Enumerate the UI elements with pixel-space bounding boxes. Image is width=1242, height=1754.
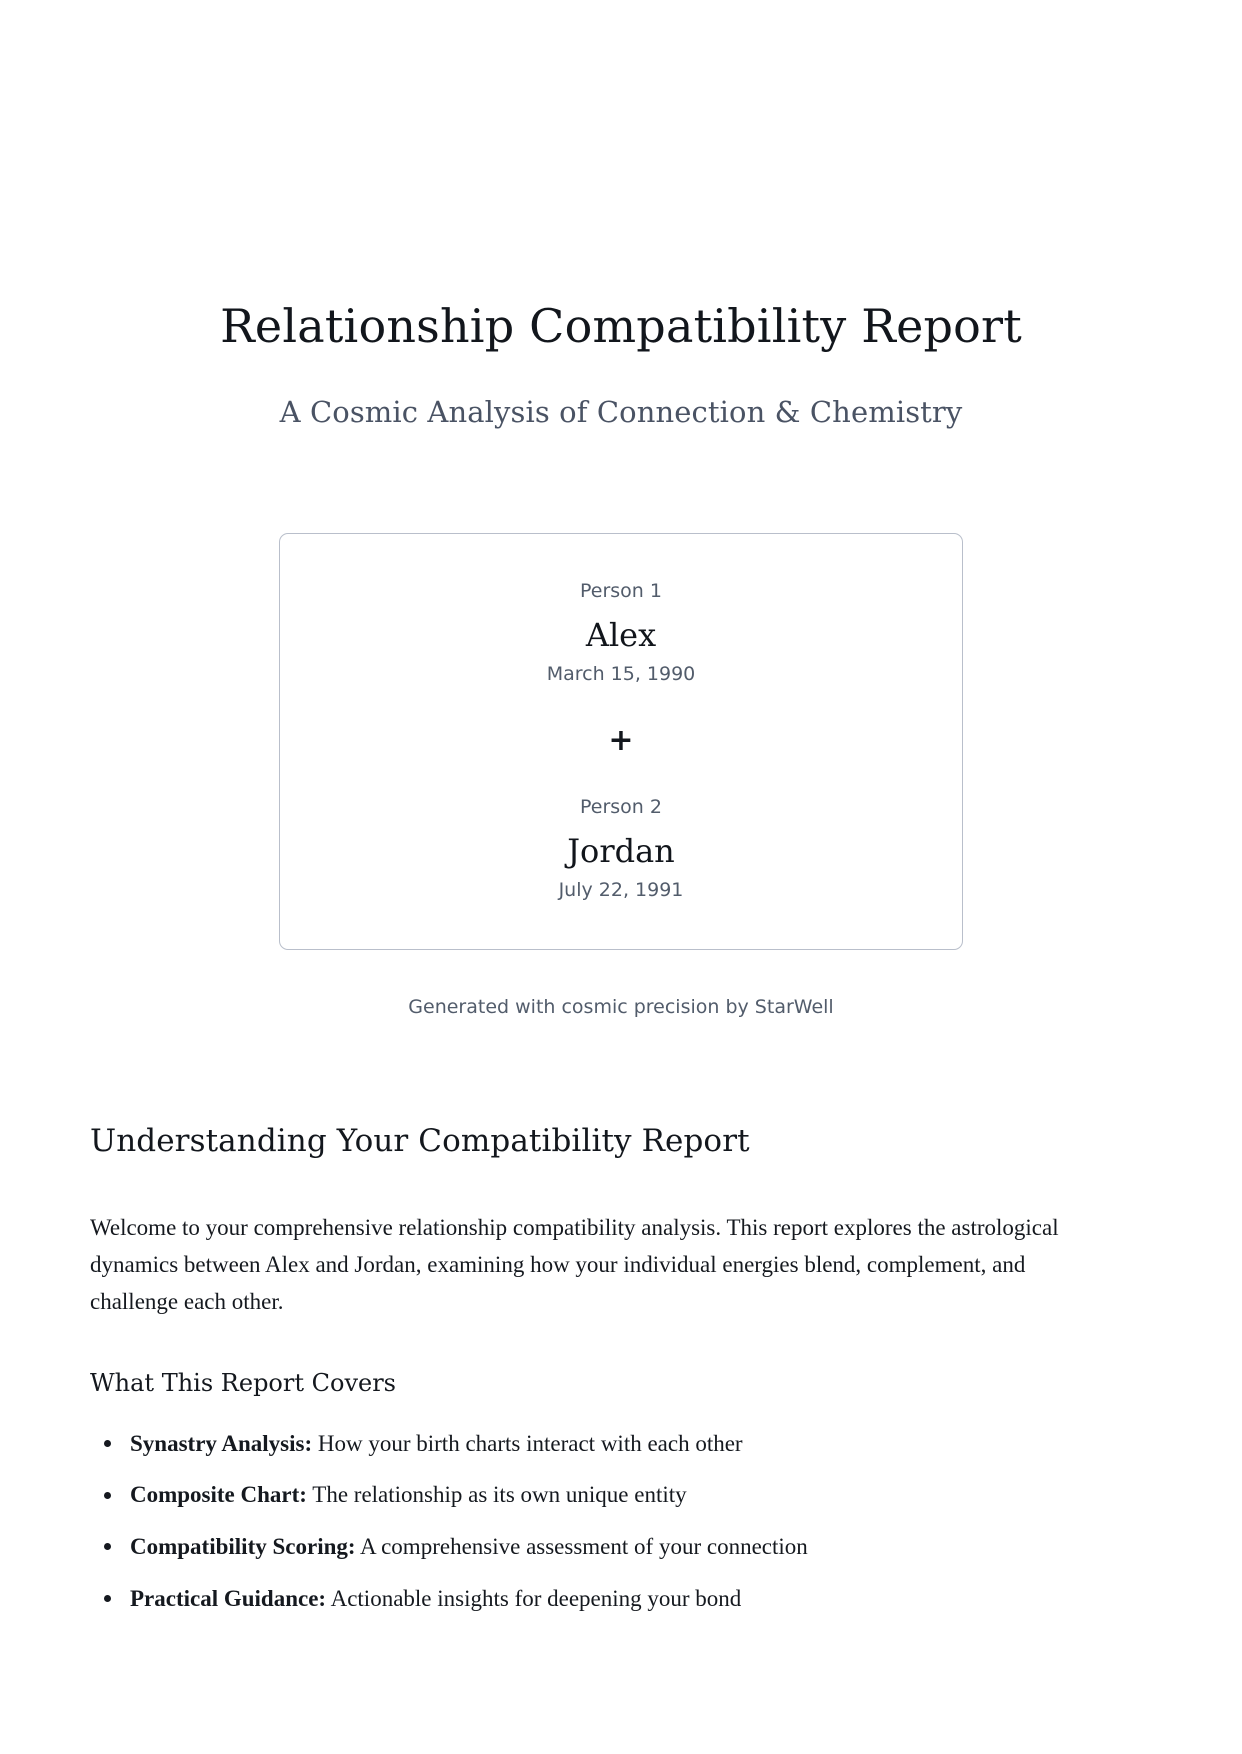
person-name: Jordan xyxy=(567,832,675,871)
list-item-term: Compatibility Scoring: xyxy=(130,1534,356,1560)
list-item-description: How your birth charts interact with each other xyxy=(312,1430,743,1456)
person-block-2 xyxy=(304,794,938,905)
coverage-list xyxy=(90,1426,1152,1618)
list-item xyxy=(90,1529,1152,1566)
bullet-icon xyxy=(104,1492,111,1499)
list-item xyxy=(90,1426,1152,1463)
person-role-label: Person 1 xyxy=(580,579,662,602)
page-subtitle: A Cosmic Analysis of Connection & Chemistry xyxy=(279,394,963,429)
list-item xyxy=(90,1477,1152,1514)
person-birth-date: March 15, 1990 xyxy=(546,663,696,686)
list-item-description: A comprehensive assessment of your connection xyxy=(355,1534,808,1560)
report-content xyxy=(90,1122,1152,1618)
person-block-1 xyxy=(304,578,938,689)
couple-card xyxy=(279,533,963,950)
generated-by-note: Generated with cosmic precision by StarWell xyxy=(408,995,834,1018)
list-item-description: Actionable insights for deepening your bond xyxy=(326,1585,742,1611)
intro-paragraph: Welcome to your comprehensive relationship compatibility analysis. This report explores the astrological dynamics between Alex and Jordan, examining how your individual energies blend, complement, and challenge each other. xyxy=(90,1214,1059,1315)
bullet-icon xyxy=(104,1440,111,1447)
bullet-icon xyxy=(104,1543,111,1550)
page-title: Relationship Compatibility Report xyxy=(220,299,1022,353)
list-item-term: Practical Guidance: xyxy=(130,1585,327,1611)
list-item-description: The relationship as its own unique entity xyxy=(306,1482,687,1508)
list-item-term: Composite Chart: xyxy=(130,1482,307,1508)
person-role-label: Person 2 xyxy=(580,795,662,818)
list-item-term: Synastry Analysis: xyxy=(130,1430,313,1456)
section-heading: Understanding Your Compatibility Report xyxy=(90,1122,750,1159)
sub-heading: What This Report Covers xyxy=(90,1369,396,1398)
bullet-icon xyxy=(104,1595,111,1602)
person-birth-date: July 22, 1991 xyxy=(558,879,684,902)
list-item xyxy=(90,1581,1152,1618)
person-name: Alex xyxy=(585,616,657,655)
plus-icon: + xyxy=(608,722,634,758)
